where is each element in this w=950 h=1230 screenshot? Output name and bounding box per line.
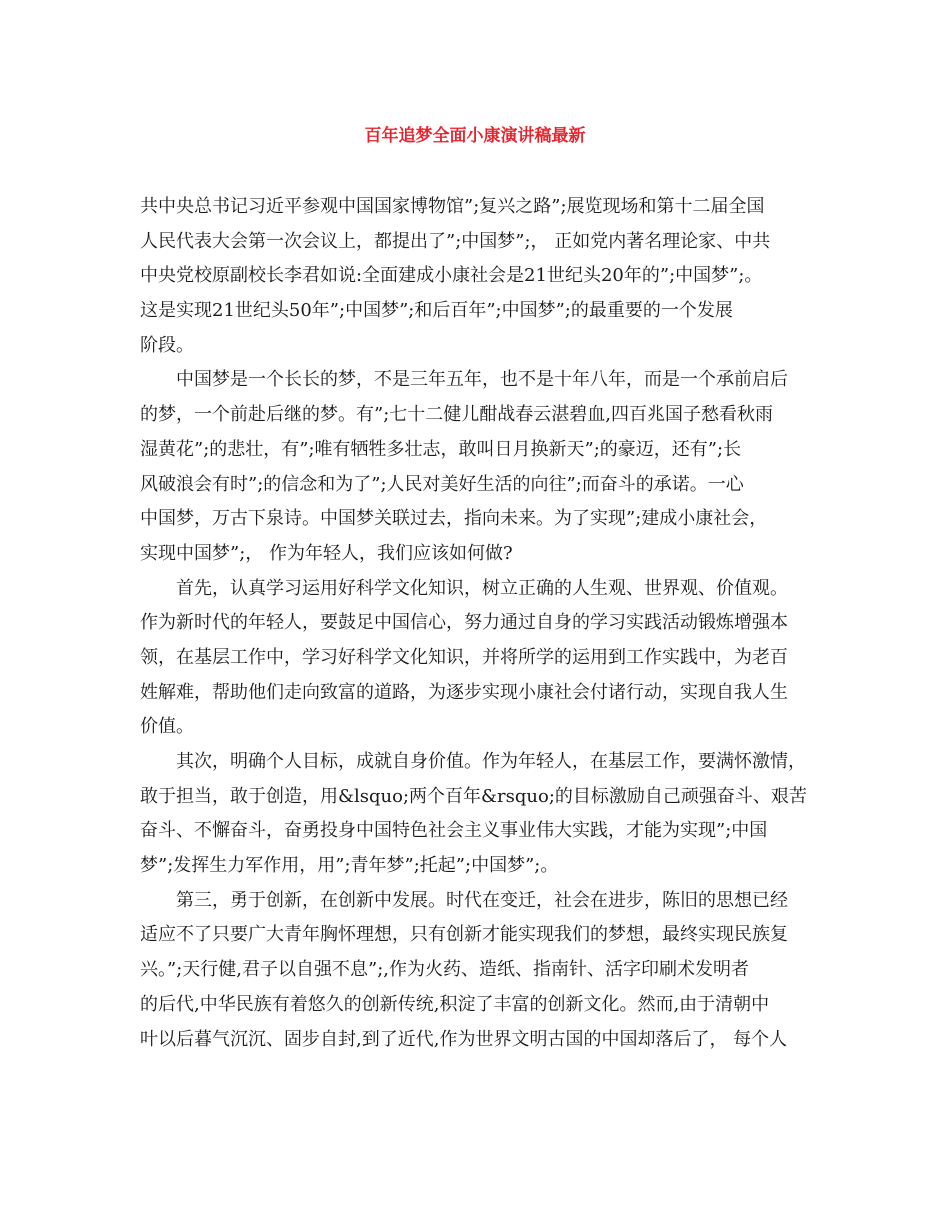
- text-line: 其次，明确个人目标，成就自身价值。作为年轻人，在基层工作，要满怀激情，: [176, 751, 806, 772]
- text-line: 梦”;发挥生力军作用，用”;青年梦”;托起”;中国梦”;。: [140, 855, 559, 877]
- text-line: 湿黄花”;的悲壮，有”;唯有牺牲多壮志，敢叫日月换新天”;的豪迈，还有”;长: [140, 438, 742, 460]
- text-line: 领，在基层工作中，学习好科学文化知识，并将所学的运用到工作实践中，为老百: [140, 646, 788, 668]
- text-line: 姓解难，帮助他们走向致富的道路，为逐步实现小康社会付诸行动，实现自我人生: [140, 681, 788, 703]
- text-line: 第三，勇于创新，在创新中发展。时代在变迁，社会在进步，陈旧的思想已经: [176, 889, 788, 911]
- text-line: 作为新时代的年轻人，要鼓足中国信心，努力通过自身的学习实践活动锻炼增强本: [140, 612, 788, 634]
- text-line: 共中央总书记习近平参观中国国家博物馆”;复兴之路”;展览现场和第十二届全国: [140, 196, 765, 217]
- text-line: 这是实现21世纪头50年”;中国梦”;和后百年”;中国梦”;的最重要的一个发展: [140, 300, 733, 322]
- text-line: 首先，认真学习运用好科学文化知识，树立正确的人生观、世界观、价值观。: [176, 577, 788, 599]
- text-line: 的梦，一个前赴后继的梦。有”;七十二健儿酣战春云湛碧血,四百兆国子愁看秋雨: [140, 404, 773, 426]
- text-line: 奋斗、不懈奋斗，奋勇投身中国特色社会主义事业伟大实践，才能为实现”;中国: [140, 820, 768, 842]
- text-line: 敢于担当，敢于创造，用&lsquo;两个百年&rsquo;的目标激励自己顽强奋斗、艰苦: [140, 785, 807, 807]
- text-line: 的后代,中华民族有着悠久的创新传统,积淀了丰富的创新文化。然而,由于清朝中: [140, 993, 770, 1015]
- text-line: 阶段。: [140, 334, 194, 356]
- text-line: 中国梦，万古下泉诗。中国梦关联过去，指向未来。为了实现”;建成小康社会，: [140, 508, 768, 530]
- text-line: 风破浪会有时”;的信念和为了”;人民对美好生活的向往”;而奋斗的承诺。一心: [140, 473, 744, 495]
- document-body: [140, 190, 830, 1057]
- text-line: 中央党校原副校长李君如说:全面建成小康社会是21世纪头20年的”;中国梦”;。: [140, 265, 763, 287]
- text-line: 中国梦是一个长长的梦，不是三年五年，也不是十年八年，而是一个承前启后: [176, 369, 788, 391]
- text-line: 兴。”;天行健,君子以自强不息”;,作为火药、造纸、指南针、活字印刷术发明者: [140, 959, 749, 981]
- text-line: 人民代表大会第一次会议上，都提出了”;中国梦”;， 正如党内著名理论家、中共: [140, 230, 771, 252]
- document-title: 百年追梦全面小康演讲稿最新: [364, 126, 586, 146]
- text-line: 叶以后暮气沉沉、固步自封,到了近代,作为世界文明古国的中国却落后了， 每个人: [140, 1028, 788, 1050]
- text-line: 价值。: [140, 716, 194, 738]
- text-line: 实现中国梦”;， 作为年轻人，我们应该如何做?: [140, 542, 513, 564]
- text-line: 适应不了只要广大青年胸怀理想，只有创新才能实现我们的梦想，最终实现民族复: [140, 924, 788, 946]
